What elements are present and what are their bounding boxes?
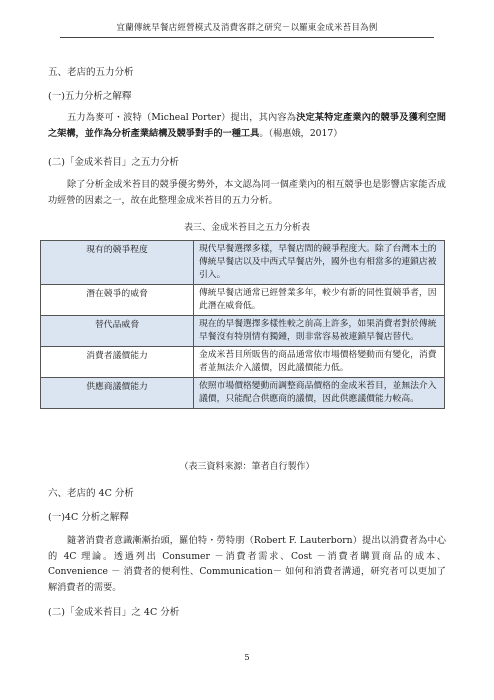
subsection-4c-analysis: (二)「金成米苔目」之 4C 分析 bbox=[48, 607, 180, 618]
table-row bbox=[41, 285, 445, 316]
force-description-cell: 傳統早餐店通常已經營業多年，較少有新的同性質競爭者，因此潛在威脅低。 bbox=[194, 285, 445, 316]
table-row bbox=[41, 316, 445, 347]
running-header: 宜蘭傳統早餐店經營模式及消費客群之研究－以羅東金成米苔目為例 bbox=[60, 21, 434, 38]
table-row bbox=[41, 378, 445, 409]
table-source-note: （表三資料來源：筆者自行製作） bbox=[179, 462, 315, 472]
page-number: 5 bbox=[244, 653, 250, 663]
force-description-cell: 現代早餐選擇多樣，早餐店間的競爭程度大。除了台灣本土的傳統早餐店以及中西式早餐店外，國外也有相當多的連鎖店被引入。 bbox=[194, 241, 445, 285]
table-row bbox=[41, 241, 445, 285]
five-forces-table bbox=[40, 240, 445, 409]
subsection-five-forces-analysis: (二)「金成米苔目」之五力分析 bbox=[48, 157, 179, 168]
force-name-cell: 消費者議價能力 bbox=[41, 347, 194, 378]
force-description-cell: 依照市場價格變動而調整商品價格的金成米苔目，並無法介入議價，只能配合供應商的議價，因此供應議價能力較高。 bbox=[194, 378, 445, 409]
subsection-4c-explanation: (一)4C 分析之解釋 bbox=[48, 512, 129, 523]
force-description-cell: 金成米苔目所販售的商品通常依市場價格變動而有變化，消費者並無法介入議價，因此議價能力低。 bbox=[194, 347, 445, 378]
force-description-cell: 現在的早餐選擇多樣性較之前高上許多，如果消費者對於傳統早餐沒有特別情有獨鍾，則非常容易被連鎖早餐店替代。 bbox=[194, 316, 445, 347]
table-row bbox=[41, 347, 445, 378]
section-five-heading: 五、老店的五力分析 bbox=[48, 67, 134, 78]
subsection-five-forces-explanation: (一)五力分析之解釋 bbox=[48, 91, 132, 102]
five-forces-intro-paragraph: 除了分析金成米苔目的競爭優劣勢外，本文認為同一個產業內的相互競爭也是影響店家能否成功經營的因素之一，故在此整理金成米苔目的五力分析。 bbox=[48, 179, 446, 206]
definition-emphasis: 決定某特定產業內的競爭及獲利空間之架構，並作為分析產業結構及競爭對手的一種工具 bbox=[48, 112, 446, 139]
force-name-cell: 供應商議價能力 bbox=[41, 378, 194, 409]
five-forces-definition-paragraph: 五力為麥可・波特（Micheal Porter）提出，其內容為決定某特定產業內的競爭及獲利空間之架構，並作為分析產業結構及競爭對手的一種工具。（楊惠娥，2017） bbox=[48, 112, 446, 139]
table-caption: 表三、金成米苔目之五力分析表 bbox=[183, 223, 310, 233]
4c-definition-paragraph: 隨著消費者意識漸漸抬頭，羅伯特・勞特朋（Robert F. Lauterborn）提出以消費者為中心的 4C 理論。透過列出 Consumer －消費者需求、Cost －消費者購買商品的成本、Convenience － 消費者的便利性、Communication－ 如何和消費者溝通，研究者可以更加了解消費者的需要。 bbox=[48, 535, 446, 593]
force-name-cell: 替代品威脅 bbox=[41, 316, 194, 347]
section-six-heading: 六、老店的 4C 分析 bbox=[48, 488, 134, 499]
force-name-cell: 現有的競爭程度 bbox=[41, 241, 194, 285]
force-name-cell: 潛在競爭的威脅 bbox=[41, 285, 194, 316]
